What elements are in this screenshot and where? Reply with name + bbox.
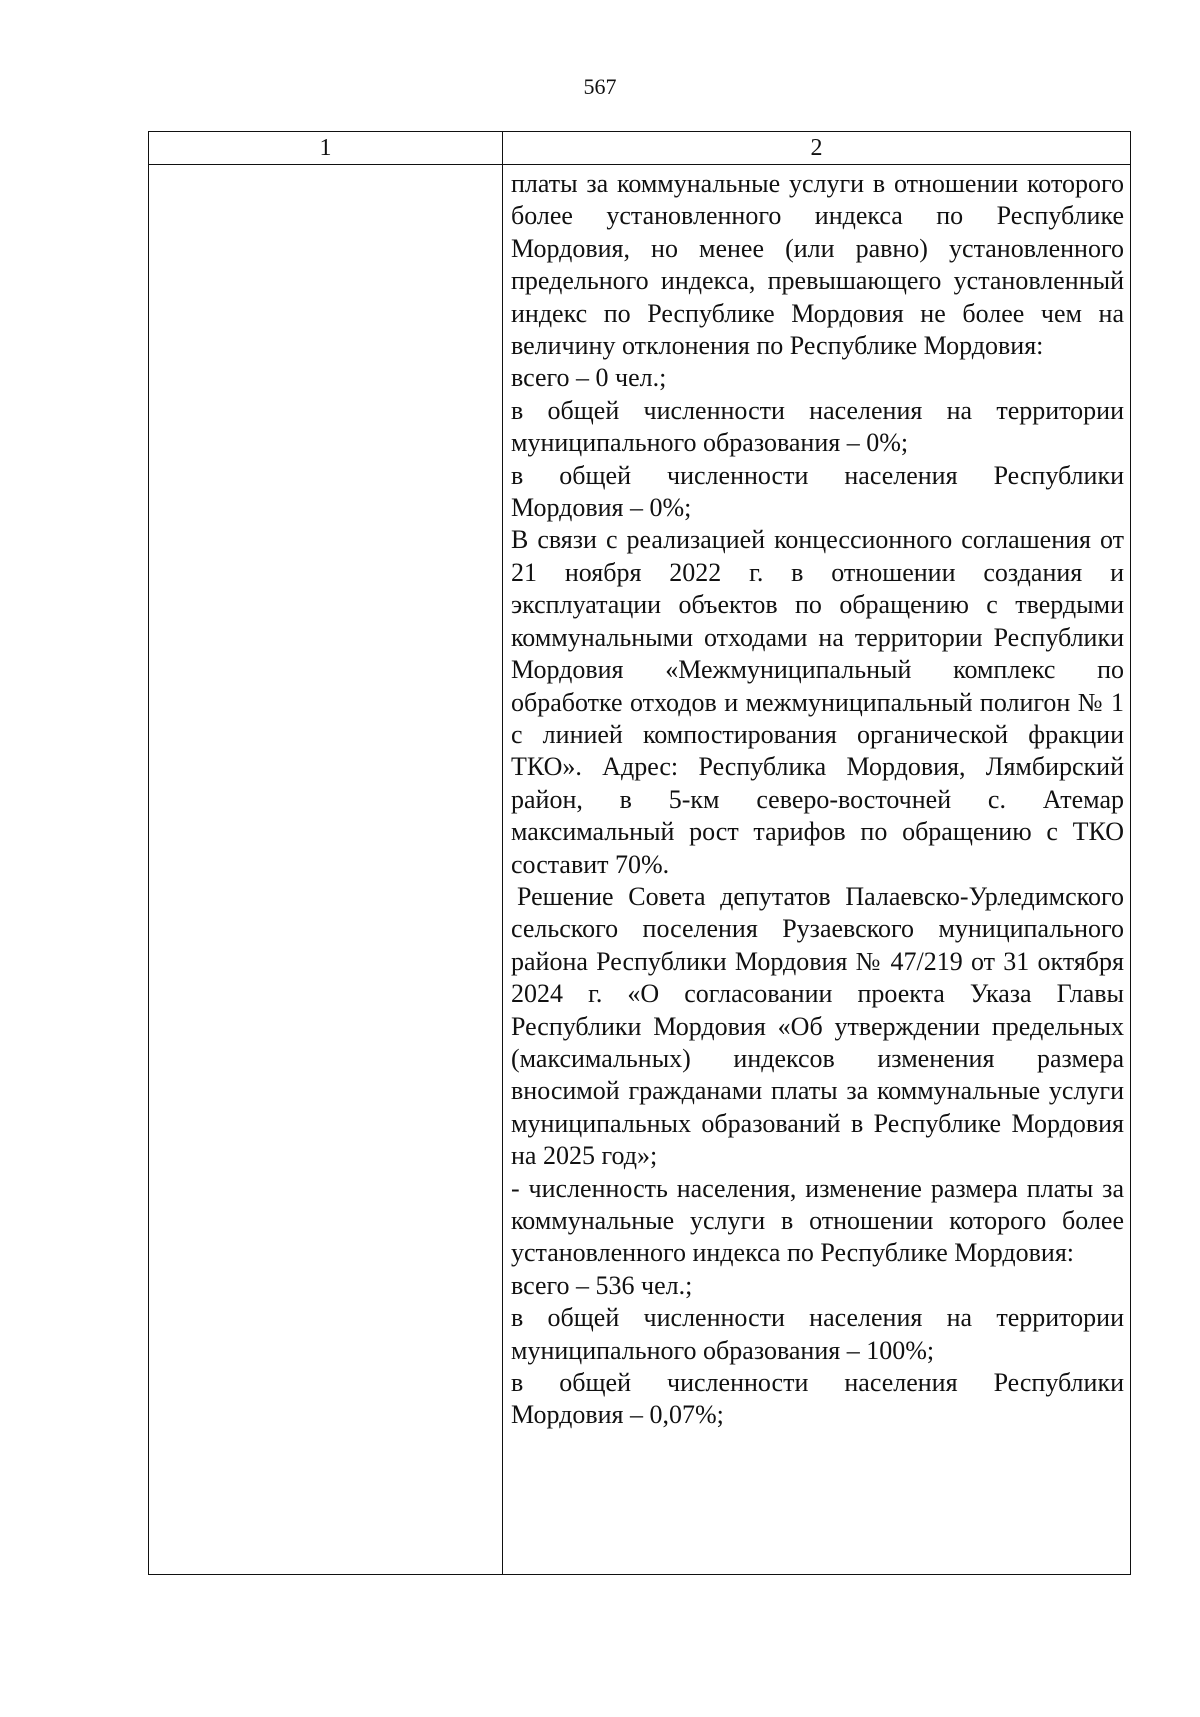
paragraph-council-decision: Решение Совета депутатов Палаевско-Урледимского сельского поселения Рузаевского муниципального района Республики Мордовия № 47/219 от 31 октября 2024 г. «О согласовании проекта Указа Главы Республики Мордовия «Об утверждении предельных (максимальных) индексов изменения размера вносимой гражданами платы за коммунальные услуги муниципальных образований в Республике Мордовия на 2025 год»; (511, 881, 1124, 1171)
paragraph-index-deviation: платы за коммунальные услуги в отношении которого более установленного индекса по Республике Мордовия, но менее (или равно) установленного предельного индекса, превышающего установленный индекс по Республике Мордовия не более чем на величину отклонения по Республике Мордовия: (511, 169, 1124, 361)
column-header-1: 1 (149, 132, 503, 165)
paragraph-share-republic-0: в общей численности населения Республики Мордовия – 0%; (511, 460, 1124, 523)
table-row (149, 165, 1131, 1575)
column-header-2: 2 (503, 132, 1131, 165)
paragraph-share-municipal-0: в общей численности населения на территории муниципального образования – 0%; (511, 395, 1124, 458)
page-number: 567 (583, 74, 617, 99)
document-table (148, 131, 1131, 1575)
column-2-cell (503, 165, 1131, 1575)
paragraph-share-municipal-100: в общей численности населения на территории муниципального образования – 100%; (511, 1303, 1124, 1365)
paragraph-total-536: всего – 536 чел.; (511, 1270, 693, 1300)
paragraph-population-above-index: - численность населения, изменение размера платы за коммунальные услуги в отношении которого более установленного индекса по Республике Мордовия: (511, 1173, 1124, 1268)
paragraph-share-republic-007: в общей численности населения Республики Мордовия – 0,07%; (511, 1368, 1124, 1430)
paragraph-total-0: всего – 0 чел.; (511, 363, 667, 393)
paragraph-concession: В связи с реализацией концессионного соглашения от 21 ноября 2022 г. в отношении создания и эксплуатации объектов по обращению с твердыми коммунальными отходами на территории Республики Мордовия «Межмуниципальный комплекс по обработке отходов и межмуниципальный полигон № 1 с линией компостирования органической фракции ТКО». Адрес: Республика Мордовия, Лямбирский район, в 5-км северо-восточней с. Атемар максимальный рост тарифов по обращению с ТКО составит 70%. (511, 525, 1124, 879)
table-header-row (149, 132, 1131, 165)
column-1-cell (149, 165, 503, 1575)
